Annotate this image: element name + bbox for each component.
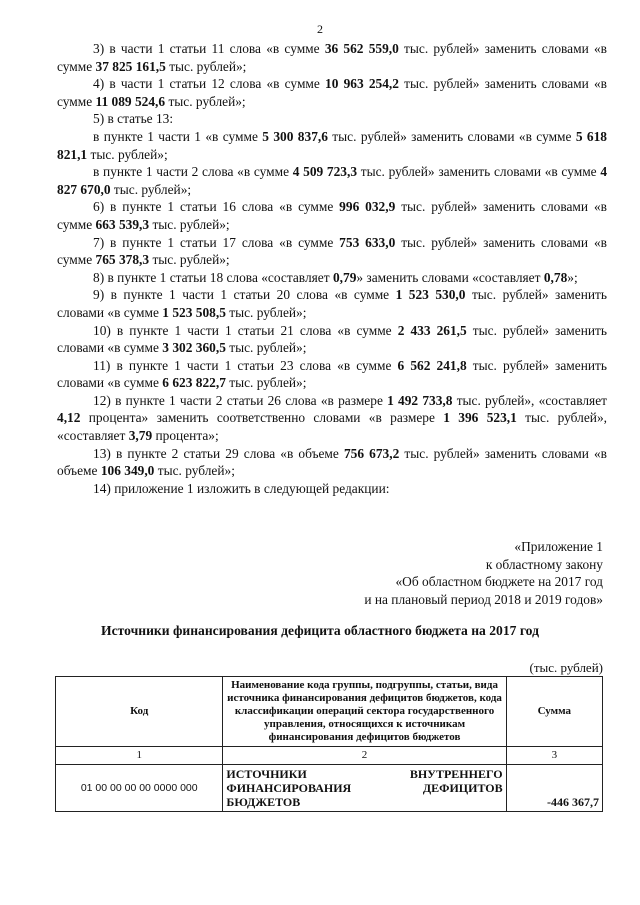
- amendment-item: в пункте 1 части 2 слова «в сумме 4 509 723,3 тыс. рублей» заменить словами «в сумме 4 827 670,0 тыс. рублей»;: [57, 164, 608, 197]
- header-code: Код: [56, 677, 223, 747]
- amendment-item: 7) в пункте 1 статьи 17 слова «в сумме 753 633,0 тыс. рублей» заменить словами «в сумме 765 378,3 тыс. рублей»;: [57, 234, 607, 268]
- appendix-caption: [364, 538, 603, 608]
- amendments-list: [57, 40, 607, 497]
- units-label: (тыс. рублей): [529, 660, 603, 675]
- table-header-row: [56, 677, 603, 747]
- amendment-item: 3) в части 1 статьи 11 слова «в сумме 36 562 559,0 тыс. рублей» заменить словами «в сумме 37 825 161,5 тыс. рублей»;: [57, 41, 607, 74]
- table-title: Источники финансирования дефицита областного бюджета на 2017 год: [101, 623, 539, 638]
- amendment-item: 4) в части 1 статьи 12 слова «в сумме 10 963 254,2 тыс. рублей» заменить словами «в сумме 11 089 524,6 тыс. рублей»;: [57, 76, 607, 109]
- amendment-item: 13) в пункте 2 статьи 29 слова «в объеме 756 673,2 тыс. рублей» заменить словами «в объеме 106 349,0 тыс. рублей»;: [57, 445, 607, 479]
- appendix-line: и на плановый период 2018 и 2019 годов»: [364, 591, 603, 607]
- row-sum: -446 367,7: [506, 765, 602, 812]
- column-number: 1: [56, 747, 223, 765]
- amendment-item: 5) в статье 13:: [93, 111, 174, 127]
- row-name: ИСТОЧНИКИ ВНУТРЕННЕГО ФИНАНСИРОВАНИЯ ДЕФИЦИТОВ БЮДЖЕТОВ: [223, 765, 506, 812]
- amendment-item: 10) в пункте 1 части 1 статьи 21 слова «в сумме 2 433 261,5 тыс. рублей» заменить словами «в сумме 3 302 360,5 тыс. рублей»;: [57, 322, 607, 356]
- financing-sources-table: [55, 676, 603, 812]
- amendment-item: 12) в пункте 1 части 2 статьи 26 слова «в размере 1 492 733,8 тыс. рублей», «составляет 4,12 процента» заменить соответственно словами «в размере 1 396 523,1 тыс. рублей», «составляет 3,79 процента»;: [57, 392, 607, 444]
- column-number: 3: [506, 747, 602, 765]
- amendment-item: 11) в пункте 1 части 1 статьи 23 слова «в сумме 6 562 241,8 тыс. рублей» заменить словами «в сумме 6 623 822,7 тыс. рублей»;: [57, 357, 607, 391]
- amendment-item: 9) в пункте 1 части 1 статьи 20 слова «в сумме 1 523 530,0 тыс. рублей» заменить словами «в сумме 1 523 508,5 тыс. рублей»;: [57, 287, 607, 320]
- table-row: [56, 765, 603, 812]
- appendix-line: «Об областном бюджете на 2017 год: [395, 574, 603, 590]
- appendix-line: «Приложение 1: [514, 539, 603, 554]
- amendment-item: 6) в пункте 1 статьи 16 слова «в сумме 996 032,9 тыс. рублей» заменить словами «в сумме 663 539,3 тыс. рублей»;: [57, 199, 607, 232]
- amendment-item: 8) в пункте 1 статьи 18 слова «составляет 0,79» заменить словами «составляет 0,78»;: [93, 269, 578, 285]
- page-number: 2: [317, 22, 323, 36]
- column-number: 2: [223, 747, 506, 765]
- column-number-row: [56, 747, 603, 765]
- amendment-item: 14) приложение 1 изложить в следующей редакции:: [93, 480, 390, 496]
- header-sum: Сумма: [506, 677, 602, 747]
- appendix-line: к областному закону: [485, 556, 603, 572]
- header-name: Наименование кода группы, подгруппы, статьи, вида источника финансирования дефицитов бюджетов, кода классификации операций сектора государственного управления, относящихся к источникам финансирования дефицитов бюджетов: [223, 677, 506, 747]
- amendment-item: в пункте 1 части 1 «в сумме 5 300 837,6 тыс. рублей» заменить словами «в сумме 5 618 821,1 тыс. рублей»;: [57, 128, 607, 162]
- row-code: 01 00 00 00 00 0000 000: [56, 765, 223, 812]
